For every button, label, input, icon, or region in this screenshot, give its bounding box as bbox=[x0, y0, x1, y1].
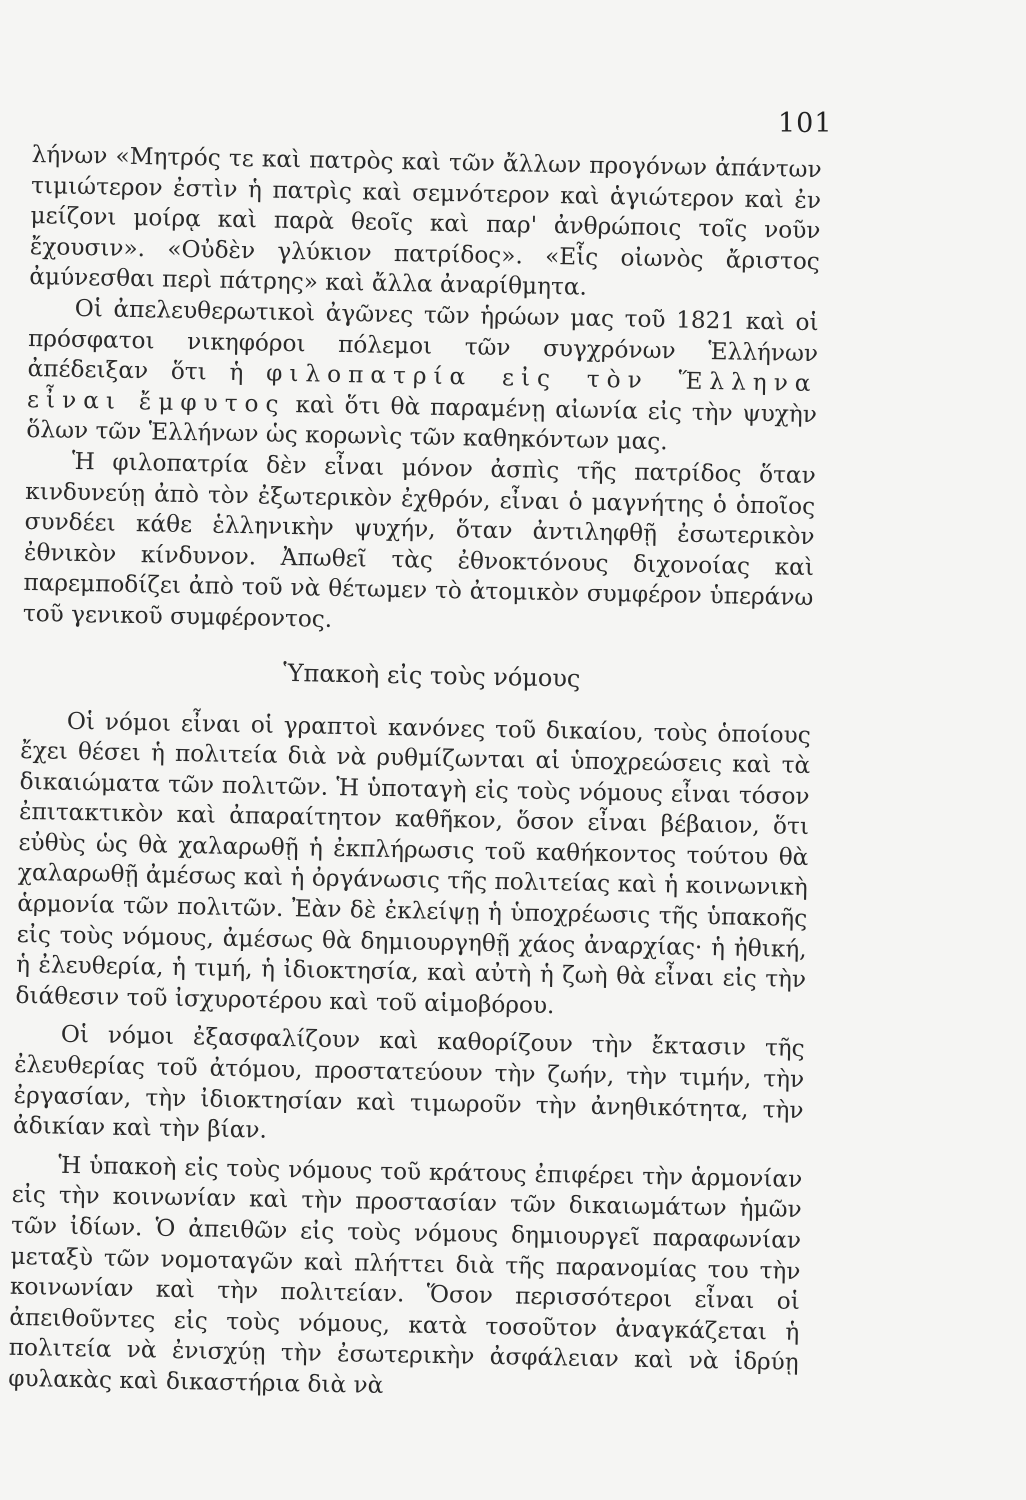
paragraph-continuation: λήνων «Μητρός τε καὶ πατρὸς καὶ τῶν ἄλλων προγόνων ἀπάντων τιμιώτερον ἐστὶν ἡ πατρὶς καὶ σεμνότερον καὶ ἁγιώτερον καὶ ἐν μείζονι μοίρᾳ καὶ παρὰ θεοῖς καὶ παρ' ἀνθρώποις τοῖς νοῦν ἔχουσιν». «Οὐδὲν γλύκιον πατρίδος». «Εἷς οἰωνὸς ἄριστος ἀμύνεσθαι περὶ πάτρης» καὶ ἄλλα ἀναρίθμητα. bbox=[29, 140, 822, 302]
paragraph-text-before: Οἱ ἀπελευθερωτικοὶ ἀγῶνες τῶν ἡρώων μας τοῦ 1821 καὶ οἱ πρόσφατοι νικηφόροι πόλεμοι τῶν συγχρόνων Ἑλλήνων ἀπέδειξαν ὅτι ἡ bbox=[27, 294, 819, 387]
paragraph-patriotism: Ἡ φιλοπατρία δὲν εἶναι μόνον ἀσπὶς τῆς πατρίδος ὅταν κινδυνεύῃ ἀπὸ τὸν ἐξωτερικὸν ἐχθρόν, εἶναι ὁ μαγνήτης ὁ ὁποῖος συνδέει κάθε ἑλληνικὴν ψυχήν, ὅταν ἀντιληφθῇ ἐσωτερικὸν ἐθνικὸν κίνδυνον. Ἀπωθεῖ τὰς ἐθνοκτόνους διχονοίας καὶ παρεμποδίζει ἀπὸ τοῦ νὰ θέτωμεν τὸ ἀτομικὸν συμφέρον ὑπεράνω τοῦ γενικοῦ συμφέροντος. bbox=[22, 447, 816, 633]
paragraph-text-after: καὶ ὅτι θὰ παραμένῃ αἰωνία εἰς τὴν ψυχὴν ὅλων τῶν Ἑλλήνων ὡς κορωνὶς τῶν καθηκόντων μας. bbox=[26, 390, 818, 456]
paragraph-obedience: Ἡ ὑπακοὴ εἰς τοὺς νόμους τοῦ κράτους ἐπιφέρει τὴν ἁρμονίαν εἰς τὴν κοινωνίαν καὶ τὴν προστασίαν τῶν δικαιωμάτων ἡμῶν τῶν ἰδίων. Ὁ ἀπειθῶν εἰς τοὺς νόμους δημιουργεῖ παραφωνίαν μεταξὺ τῶν νομοταγῶν καὶ πλήττει διὰ τῆς παρανομίας του τὴν κοινωνίαν καὶ τὴν πολιτείαν. Ὅσον περισσότεροι εἶναι οἱ ἀπειθοῦντες εἰς τοὺς νόμους, κατὰ τοσοῦτον ἀναγκάζεται ἡ πολιτεία νὰ ἐνισχύῃ τὴν ἐσωτερικὴν ἀσφάλειαν καὶ νὰ ἱδρύῃ φυλακὰς καὶ δικαστήρια διὰ νὰ bbox=[7, 1151, 803, 1399]
section-heading: Ὑπακοὴ εἰς τοὺς νόμους bbox=[282, 658, 581, 693]
paragraph-laws-secure: Οἱ νόμοι ἐξασφαλίζουν καὶ καθορίζουν τὴν ἔκτασιν τῆς ἐλευθερίας τοῦ ἀτόμου, προστατεύουν τὴν ζωήν, τὴν τιμήν, τὴν ἐργασίαν, τὴν ἰδιοκτησίαν καὶ τιμωροῦν τὴν ἀνηθικότητα, τὴν ἀδικίαν καὶ τὴν βίαν. bbox=[12, 1021, 805, 1144]
page-number: 101 bbox=[778, 108, 833, 139]
emphasized-phrase: φιλοπατρία εἰς τὸν Ἕλληνα εἶναι ἔμφυτος bbox=[26, 359, 818, 418]
paragraph-laws: Οἱ νόμοι εἶναι οἱ γραπτοὶ κανόνες τοῦ δικαίου, τοὺς ὁποίους ἔχει θέσει ἡ πολιτεία διὰ νὰ ρυθμίζωνται αἱ ὑποχρεώσεις καὶ τὰ δικαιώματα τῶν πολιτῶν. Ἡ ὑποταγὴ εἰς τοὺς νόμους εἶναι τόσον ἐπιτακτικὸν καὶ ἀπαραίτητον καθῆκον, ὅσον εἶναι βέβαιον, ὅτι εὐθὺς ὡς θὰ χαλαρωθῇ ἡ ἐκπλήρωσις τοῦ καθήκοντος τούτου θὰ χαλαρωθῇ ἀμέσως καὶ ἡ ὀργάνωσις τῆς πολιτείας καὶ ἡ κοινωνικὴ ἁρμονία τῶν πολιτῶν. Ἐὰν δὲ ἐκλείψῃ ἡ ὑποχρέωσις τῆς ὑπακοῆς εἰς τοὺς νόμους, ἀμέσως θὰ δημιουργηθῇ χάος ἀναρχίας· ἡ ἠθική, ἡ ἐλευθερία, ἡ τιμή, ἡ ἰδιοκτησία, καὶ αὐτὴ ἡ ζωὴ θὰ εἶναι εἰς τὴν διάθεσιν τοῦ ἰσχυροτέρου καὶ τοῦ αἱμοβόρου. bbox=[15, 707, 811, 1020]
page-body bbox=[8, 140, 822, 1409]
paragraph-liberation-struggles bbox=[26, 293, 819, 461]
